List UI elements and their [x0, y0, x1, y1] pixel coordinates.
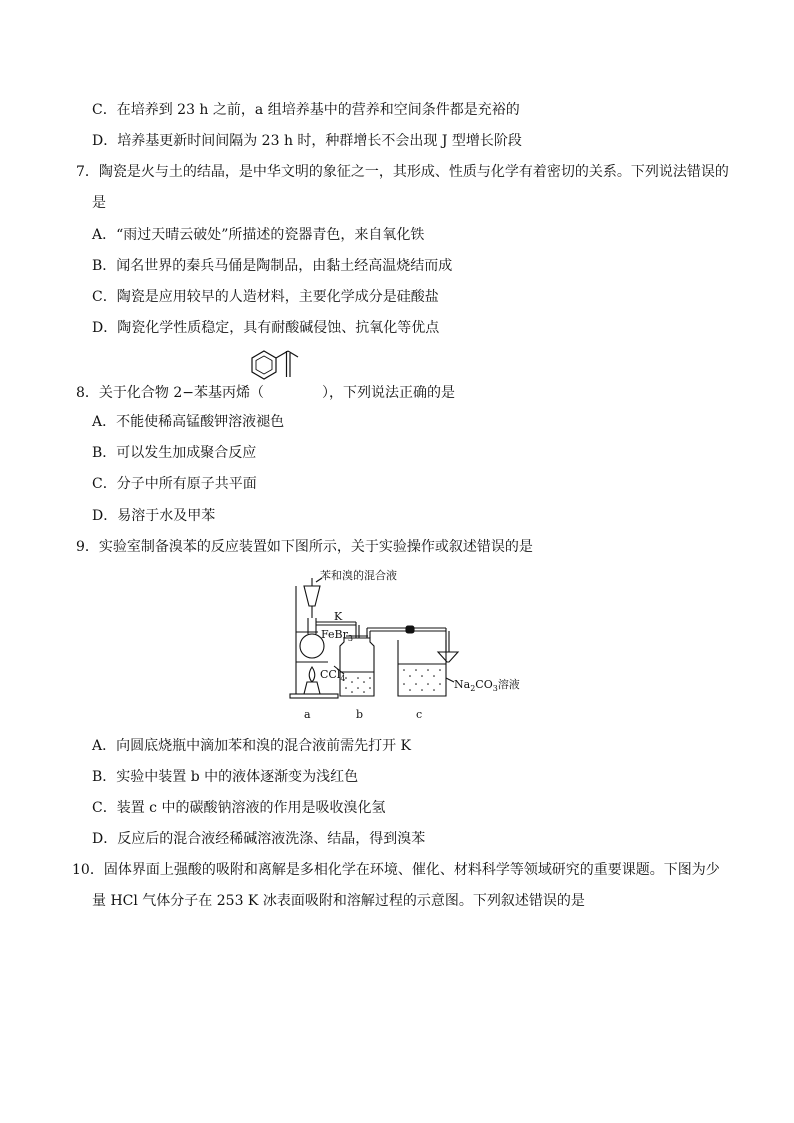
- 2-phenylpropene-structure: [240, 343, 320, 405]
- q8-stem-before: 8．关于化合物 2−苯基丙烯（: [76, 385, 264, 401]
- label-a: a: [304, 708, 311, 721]
- q7-option-b: B．闻名世界的秦兵马俑是陶制品，由黏土经高温烧结而成: [92, 258, 453, 274]
- q7-option-c: C．陶瓷是应用较早的人造材料，主要化学成分是硅酸盐: [92, 289, 439, 305]
- label-febr3: FeBr$_3$: [321, 628, 353, 643]
- label-na2co3-solution: $Na_2CO_3$溶液: [454, 678, 520, 693]
- q9-option-c: C．装置 c 中的碳酸钠溶液的作用是吸收溴化氢: [92, 800, 386, 816]
- bromobenzene-apparatus-diagram: [270, 566, 530, 726]
- label-ccl4: CCl$_4$: [320, 668, 346, 683]
- label-c: c: [416, 708, 423, 721]
- q9-option-b: B．实验中装置 b 中的液体逐渐变为浅红色: [92, 769, 359, 785]
- q6-option-c: C．在培养到 23 h 之前，a 组培养基中的营养和空间条件都是充裕的: [92, 102, 520, 118]
- label-b: b: [356, 708, 364, 721]
- q8-option-b: B．可以发生加成聚合反应: [92, 445, 257, 461]
- label-benzene-bromine-mixture: 苯和溴的混合液: [320, 569, 397, 582]
- q7-option-d: D．陶瓷化学性质稳定，具有耐酸碱侵蚀、抗氧化等优点: [92, 320, 440, 336]
- q9-stem: 9．实验室制备溴苯的反应装置如下图所示，关于实验操作或叙述错误的是: [76, 539, 533, 555]
- q8-option-a: A．不能使稀高锰酸钾溶液褪色: [92, 414, 285, 430]
- q6-option-d: D．培养基更新时间间隔为 23 h 时，种群增长不会出现 J 型增长阶段: [92, 133, 522, 149]
- label-k: K: [334, 610, 343, 623]
- q9-option-a: A．向圆底烧瓶中滴加苯和溴的混合液前需先打开 K: [92, 738, 412, 754]
- q9-option-d: D．反应后的混合液经稀碱溶液洗涤、结晶，得到溴苯: [92, 831, 426, 847]
- q7-stem-line2: 是: [92, 195, 106, 211]
- q8-option-d: D．易溶于水及甲苯: [92, 508, 216, 524]
- q7-stem-line1: 7．陶瓷是火与土的结晶，是中华文明的象征之一，其形成、性质与化学有着密切的关系。下列说法错误的: [76, 164, 729, 180]
- q10-stem-line1: 10．固体界面上强酸的吸附和离解是多相化学在环境、催化、材料科学等领域研究的重要课题。下图为少: [72, 862, 720, 878]
- q7-option-a: A．“雨过天晴云破处”所描述的瓷器青色，来自氧化铁: [92, 227, 425, 243]
- q8-stem-after: ），下列说法正确的是: [322, 385, 455, 401]
- q8-option-c: C．分子中所有原子共平面: [92, 476, 257, 492]
- q10-stem-line2: 量 HCl 气体分子在 253 K 冰表面吸附和溶解过程的示意图。下列叙述错误的是: [92, 893, 585, 909]
